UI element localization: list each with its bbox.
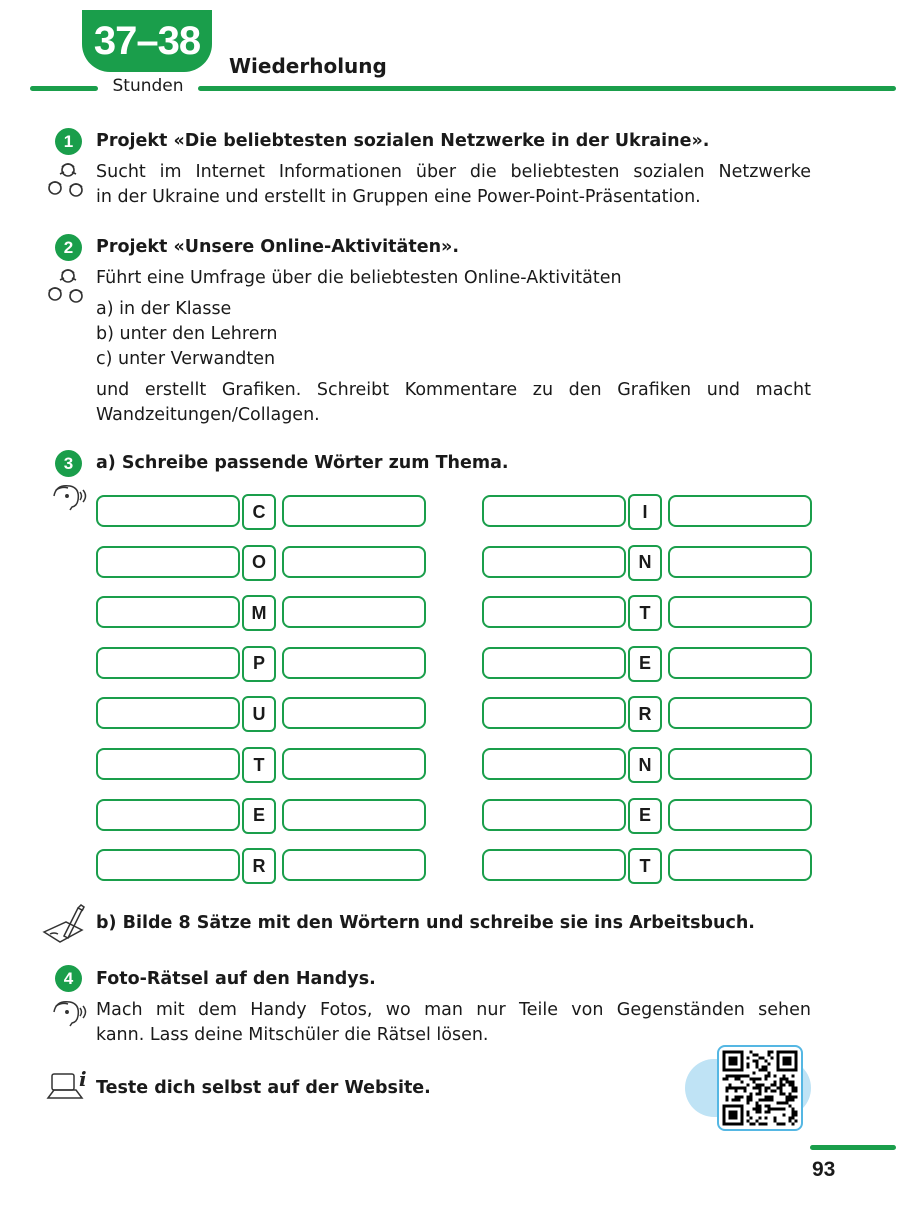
task-2-heading: Projekt «Unsere Online-Aktivitäten». bbox=[96, 237, 459, 257]
answer-field-right-part[interactable] bbox=[668, 596, 812, 628]
answer-field-left-part[interactable] bbox=[96, 647, 240, 679]
acrostic-letter: U bbox=[242, 696, 276, 732]
task-1-heading: Projekt «Die beliebtesten sozialen Netzwerke in der Ukraine». bbox=[96, 131, 710, 151]
pen-writing-icon bbox=[42, 904, 88, 948]
acrostic-letter: O bbox=[242, 545, 276, 581]
task-1-line-2: in der Ukraine und erstellt in Gruppen eine Power-Point-Präsentation. bbox=[96, 187, 701, 207]
task-number-3: 3 bbox=[55, 450, 82, 477]
answer-field-right-part[interactable] bbox=[282, 647, 426, 679]
answer-field-left-part[interactable] bbox=[482, 799, 626, 831]
answer-field-right-part[interactable] bbox=[668, 748, 812, 780]
answer-field-left-part[interactable] bbox=[96, 697, 240, 729]
group-work-icon bbox=[44, 160, 88, 202]
qr-code-icon[interactable] bbox=[719, 1047, 801, 1129]
answer-field-left-part[interactable] bbox=[96, 546, 240, 578]
task-5-heading: Teste dich selbst auf der Website. bbox=[96, 1078, 431, 1098]
footer-rule bbox=[810, 1145, 896, 1150]
acrostic-letter: E bbox=[242, 798, 276, 834]
answer-field-left-part[interactable] bbox=[482, 647, 626, 679]
task-2-item-a: a) in der Klasse bbox=[96, 299, 232, 319]
task-2-line-3: Wandzeitungen/Collagen. bbox=[96, 405, 320, 425]
task-4-line-2: kann. Lass deine Mitschüler die Rätsel lösen. bbox=[96, 1025, 489, 1045]
answer-field-right-part[interactable] bbox=[668, 697, 812, 729]
acrostic-letter: N bbox=[628, 545, 662, 581]
task-1-line-1: Sucht im Internet Informationen über die beliebtesten sozialen Netzwerke bbox=[96, 162, 811, 182]
answer-field-left-part[interactable] bbox=[96, 495, 240, 527]
acrostic-letter: T bbox=[242, 747, 276, 783]
answer-field-left-part[interactable] bbox=[482, 849, 626, 881]
answer-field-left-part[interactable] bbox=[482, 495, 626, 527]
answer-field-right-part[interactable] bbox=[668, 546, 812, 578]
acrostic-letter: R bbox=[628, 696, 662, 732]
acrostic-letter: M bbox=[242, 595, 276, 631]
answer-field-left-part[interactable] bbox=[482, 697, 626, 729]
acrostic-letter: C bbox=[242, 494, 276, 530]
answer-field-right-part[interactable] bbox=[282, 495, 426, 527]
task-3b-heading: b) Bilde 8 Sätze mit den Wörtern und schreibe sie ins Arbeitsbuch. bbox=[96, 913, 755, 933]
task-2-item-c: c) unter Verwandten bbox=[96, 349, 276, 369]
answer-field-left-part[interactable] bbox=[96, 748, 240, 780]
lesson-number-badge: 37–38 bbox=[82, 10, 212, 72]
answer-field-left-part[interactable] bbox=[96, 799, 240, 831]
page-number: 93 bbox=[812, 1158, 836, 1181]
answer-field-left-part[interactable] bbox=[482, 748, 626, 780]
header-rule-right bbox=[198, 86, 896, 91]
acrostic-letter: I bbox=[628, 494, 662, 530]
answer-field-right-part[interactable] bbox=[668, 849, 812, 881]
listen-speak-icon bbox=[50, 482, 88, 512]
laptop-info-icon bbox=[46, 1068, 90, 1104]
acrostic-letter: P bbox=[242, 646, 276, 682]
answer-field-right-part[interactable] bbox=[282, 799, 426, 831]
task-number-2: 2 bbox=[55, 234, 82, 261]
answer-field-left-part[interactable] bbox=[96, 596, 240, 628]
task-number-4: 4 bbox=[55, 965, 82, 992]
answer-field-right-part[interactable] bbox=[282, 697, 426, 729]
answer-field-left-part[interactable] bbox=[96, 849, 240, 881]
svg-text:i: i bbox=[79, 1068, 87, 1091]
answer-field-right-part[interactable] bbox=[282, 748, 426, 780]
listen-speak-icon bbox=[50, 998, 88, 1028]
answer-field-right-part[interactable] bbox=[282, 849, 426, 881]
task-2-line-1: Führt eine Umfrage über die beliebtesten Online-Aktivitäten bbox=[96, 268, 622, 288]
task-2-item-b: b) unter den Lehrern bbox=[96, 324, 278, 344]
acrostic-letter: E bbox=[628, 646, 662, 682]
qr-code-frame[interactable] bbox=[717, 1045, 803, 1131]
answer-field-right-part[interactable] bbox=[282, 596, 426, 628]
answer-field-right-part[interactable] bbox=[668, 647, 812, 679]
answer-field-right-part[interactable] bbox=[668, 495, 812, 527]
acrostic-grid bbox=[96, 494, 812, 886]
group-work-icon bbox=[44, 266, 88, 308]
answer-field-left-part[interactable] bbox=[482, 546, 626, 578]
page-title: Wiederholung bbox=[229, 54, 387, 78]
task-4-heading: Foto-Rätsel auf den Handys. bbox=[96, 969, 376, 989]
task-4-line-1: Mach mit dem Handy Fotos, wo man nur Teile von Gegenständen sehen bbox=[96, 1000, 811, 1020]
acrostic-letter: T bbox=[628, 595, 662, 631]
task-2-line-2: und erstellt Grafiken. Schreibt Kommentare zu den Grafiken und macht bbox=[96, 380, 811, 400]
acrostic-letter: T bbox=[628, 848, 662, 884]
lesson-unit-label: Stunden bbox=[100, 74, 196, 98]
acrostic-letter: R bbox=[242, 848, 276, 884]
acrostic-letter: N bbox=[628, 747, 662, 783]
answer-field-right-part[interactable] bbox=[282, 546, 426, 578]
acrostic-letter: E bbox=[628, 798, 662, 834]
task-number-1: 1 bbox=[55, 128, 82, 155]
answer-field-left-part[interactable] bbox=[482, 596, 626, 628]
answer-field-right-part[interactable] bbox=[668, 799, 812, 831]
task-3a-heading: a) Schreibe passende Wörter zum Thema. bbox=[96, 453, 509, 473]
header-rule-left bbox=[30, 86, 98, 91]
qr-code-panel[interactable] bbox=[685, 1045, 811, 1131]
